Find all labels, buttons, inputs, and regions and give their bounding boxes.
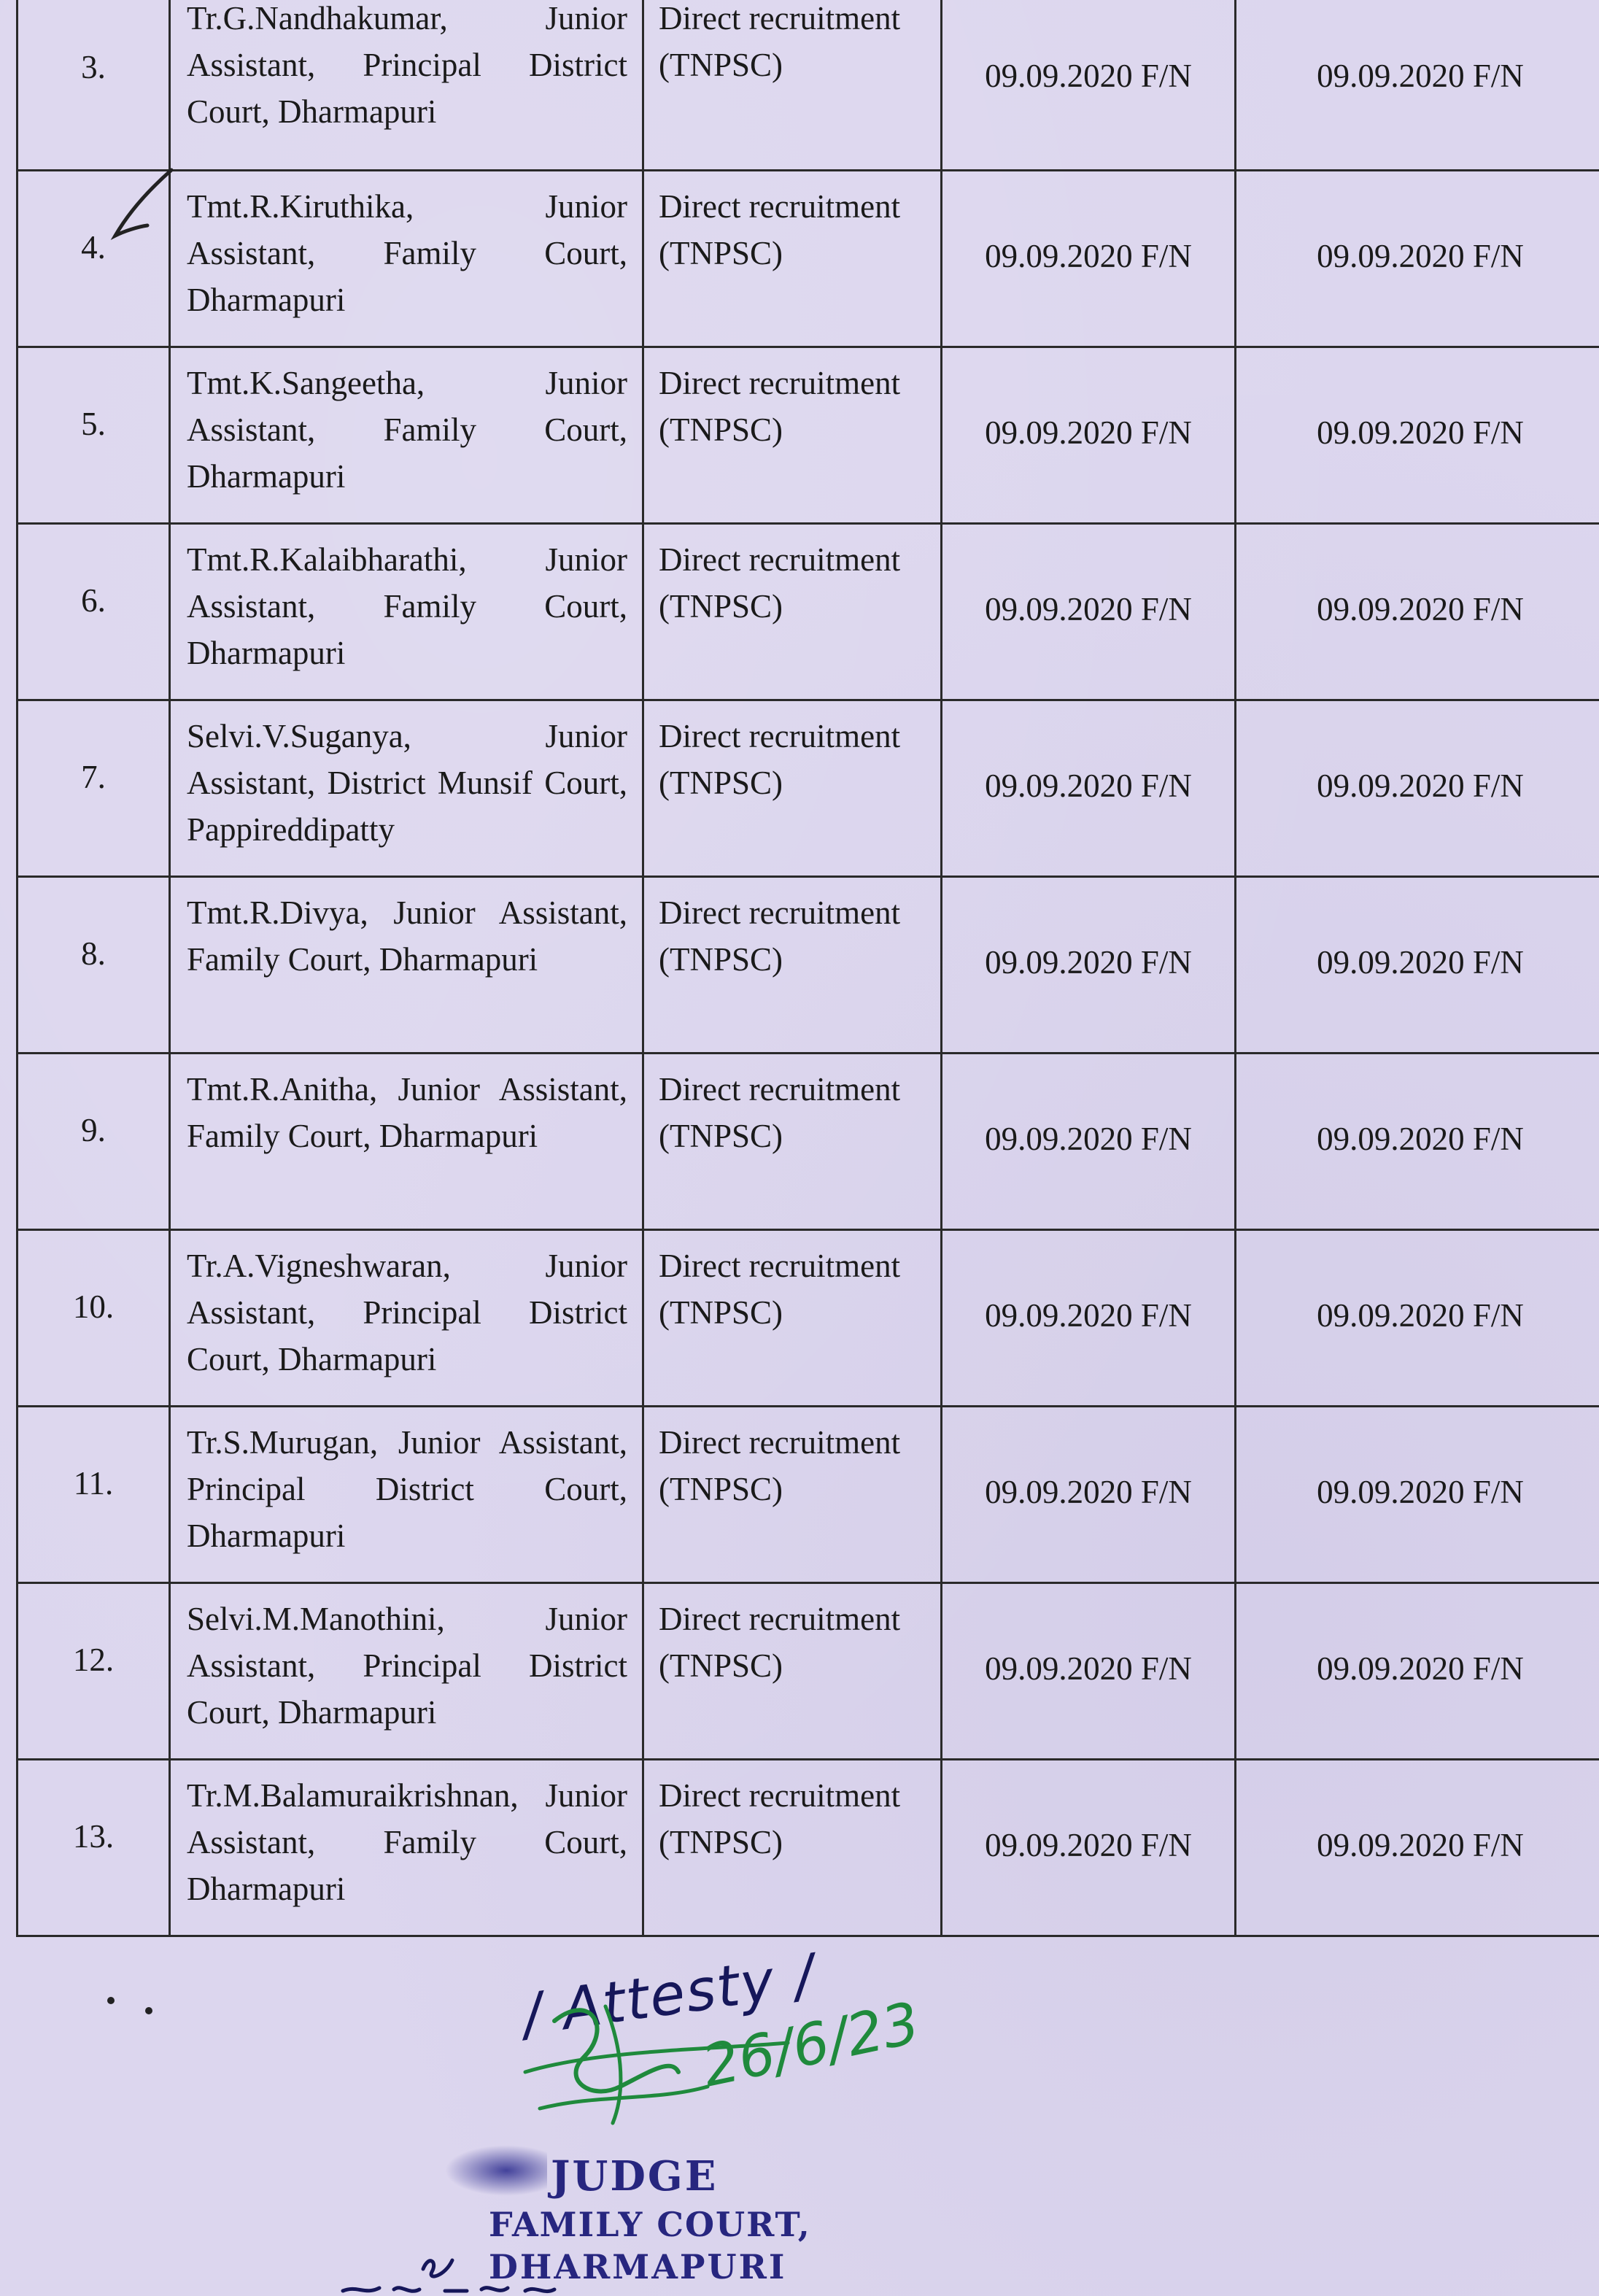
- recruitment-mode: Direct recruitment (TNPSC): [659, 188, 901, 271]
- probation-date-cell: [1236, 700, 1599, 877]
- probation-date: 09.09.2020 F/N: [1317, 1473, 1524, 1510]
- recruitment-mode-cell: [643, 1407, 942, 1583]
- joining-date-cell: [942, 700, 1236, 877]
- recruitment-mode-cell: [643, 1054, 942, 1230]
- employee-details: Selvi.V.Suganya, Junior Assistant, District Munsif Court, Pappireddipatty: [187, 718, 627, 848]
- probation-date: 09.09.2020 F/N: [1317, 1826, 1524, 1863]
- table-body: [18, 0, 1599, 1936]
- recruitment-mode-cell: [643, 1583, 942, 1760]
- probation-date-cell: [1236, 1230, 1599, 1407]
- joining-date-cell: [942, 1583, 1236, 1760]
- serial-number: 8.: [81, 935, 106, 972]
- stamp-place-line: DHARMAPURI: [489, 2247, 787, 2287]
- probation-date: 09.09.2020 F/N: [1317, 1296, 1524, 1334]
- serial-number: 9.: [81, 1111, 106, 1148]
- serial-number-cell: [18, 524, 170, 700]
- probation-date-cell: [1236, 347, 1599, 524]
- serial-number-cell: [18, 347, 170, 524]
- serial-number-cell: [18, 877, 170, 1054]
- employee-details: Tmt.K.Sangeetha, Junior Assistant, Family Court, Dharmapuri: [187, 365, 627, 495]
- recruitment-mode: Direct recruitment (TNPSC): [659, 0, 901, 83]
- joining-date-cell: [942, 1054, 1236, 1230]
- stamp-court-line: FAMILY COURT,: [489, 2205, 811, 2244]
- handwritten-initials-icon: [336, 2247, 584, 2296]
- joining-date: 09.09.2020 F/N: [985, 1120, 1192, 1157]
- joining-date-cell: [942, 171, 1236, 347]
- serial-number: 13.: [72, 1817, 115, 1855]
- recruitment-mode-cell: [643, 1760, 942, 1936]
- serial-number: 6.: [81, 581, 106, 619]
- joining-date: 09.09.2020 F/N: [985, 57, 1192, 94]
- table-row: [18, 524, 1599, 700]
- joining-date: 09.09.2020 F/N: [985, 1826, 1192, 1863]
- serial-number: 11.: [73, 1464, 114, 1501]
- serial-number-cell: [18, 1583, 170, 1760]
- recruitment-mode: Direct recruitment (TNPSC): [659, 1424, 901, 1507]
- probation-date-cell: [1236, 1760, 1599, 1936]
- table-row: [18, 0, 1599, 171]
- employee-details: Tmt.R.Anitha, Junior Assistant, Family Court, Dharmapuri: [187, 1071, 627, 1154]
- serial-number: 3.: [81, 48, 106, 85]
- serial-number-cell: [18, 1407, 170, 1583]
- probation-date: 09.09.2020 F/N: [1317, 237, 1524, 274]
- table-row: [18, 171, 1599, 347]
- signature-icon: [511, 1963, 1007, 2138]
- tick-mark-icon: [102, 164, 182, 244]
- recruitment-mode: Direct recruitment (TNPSC): [659, 1248, 901, 1331]
- probation-date: 09.09.2020 F/N: [1317, 590, 1524, 627]
- table-row: [18, 347, 1599, 524]
- joining-date: 09.09.2020 F/N: [985, 1473, 1192, 1510]
- recruitment-mode-cell: [643, 171, 942, 347]
- serial-number-cell: [18, 1230, 170, 1407]
- table-row: [18, 700, 1599, 877]
- joining-date-cell: [942, 347, 1236, 524]
- recruitment-mode: Direct recruitment (TNPSC): [659, 718, 901, 801]
- probation-date: 09.09.2020 F/N: [1317, 1120, 1524, 1157]
- employee-name-cell: [170, 1407, 643, 1583]
- employee-name-cell: [170, 347, 643, 524]
- serial-number-cell: [18, 1054, 170, 1230]
- employee-name-cell: [170, 0, 643, 171]
- serial-number: 5.: [81, 405, 106, 442]
- serial-number-cell: [18, 1760, 170, 1936]
- recruitment-mode: Direct recruitment (TNPSC): [659, 1071, 901, 1154]
- table-row: [18, 877, 1599, 1054]
- joining-date: 09.09.2020 F/N: [985, 1650, 1192, 1687]
- serial-number-cell: [18, 0, 170, 171]
- employee-details: Tr.S.Murugan, Junior Assistant, Principal District Court, Dharmapuri: [187, 1424, 627, 1554]
- probation-date-cell: [1236, 171, 1599, 347]
- probation-date: 09.09.2020 F/N: [1317, 57, 1524, 94]
- probation-date-cell: [1236, 1054, 1599, 1230]
- recruitment-mode-cell: [643, 347, 942, 524]
- recruitment-table: [16, 0, 1599, 1937]
- serial-number: 10.: [72, 1288, 115, 1325]
- stray-marks-icon: [102, 1992, 168, 2021]
- joining-date-cell: [942, 877, 1236, 1054]
- joining-date-cell: [942, 1760, 1236, 1936]
- stamp-judge-line: JUDGE: [551, 2152, 719, 2200]
- employee-details: Tr.A.Vigneshwaran, Junior Assistant, Principal District Court, Dharmapuri: [187, 1248, 627, 1377]
- serial-number: 7.: [81, 758, 106, 795]
- probation-date-cell: [1236, 1407, 1599, 1583]
- recruitment-mode-cell: [643, 524, 942, 700]
- table-row: [18, 1054, 1599, 1230]
- recruitment-mode: Direct recruitment (TNPSC): [659, 1777, 901, 1860]
- joining-date: 09.09.2020 F/N: [985, 237, 1192, 274]
- joining-date-cell: [942, 0, 1236, 171]
- recruitment-mode: Direct recruitment (TNPSC): [659, 541, 901, 625]
- joining-date-cell: [942, 1230, 1236, 1407]
- employee-name-cell: [170, 1583, 643, 1760]
- employee-name-cell: [170, 1054, 643, 1230]
- joining-date: 09.09.2020 F/N: [985, 590, 1192, 627]
- employee-details: Tr.M.Balamuraikrishnan, Junior Assistant, Family Court, Dharmapuri: [187, 1777, 627, 1907]
- table-row: [18, 1760, 1599, 1936]
- stamp-ink-blot: [445, 2145, 547, 2196]
- table-row: [18, 1583, 1599, 1760]
- recruitment-mode-cell: [643, 700, 942, 877]
- table-row: [18, 1407, 1599, 1583]
- probation-date: 09.09.2020 F/N: [1317, 1650, 1524, 1687]
- recruitment-mode-cell: [643, 877, 942, 1054]
- joining-date-cell: [942, 524, 1236, 700]
- employee-name-cell: [170, 1760, 643, 1936]
- employee-name-cell: [170, 1230, 643, 1407]
- probation-date-cell: [1236, 524, 1599, 700]
- serial-number: 4.: [81, 228, 106, 266]
- probation-date-cell: [1236, 877, 1599, 1054]
- employee-details: Selvi.M.Manothini, Junior Assistant, Principal District Court, Dharmapuri: [187, 1601, 627, 1731]
- recruitment-mode-cell: [643, 0, 942, 171]
- recruitment-mode: Direct recruitment (TNPSC): [659, 894, 901, 978]
- probation-date: 09.09.2020 F/N: [1317, 943, 1524, 981]
- employee-details: Tmt.R.Kalaibharathi, Junior Assistant, Family Court, Dharmapuri: [187, 541, 627, 671]
- joining-date-cell: [942, 1407, 1236, 1583]
- recruitment-mode: Direct recruitment (TNPSC): [659, 1601, 901, 1684]
- employee-name-cell: [170, 877, 643, 1054]
- employee-name-cell: [170, 700, 643, 877]
- joining-date: 09.09.2020 F/N: [985, 1296, 1192, 1334]
- serial-number: 12.: [72, 1641, 115, 1678]
- recruitment-mode: Direct recruitment (TNPSC): [659, 365, 901, 448]
- probation-date: 09.09.2020 F/N: [1317, 414, 1524, 451]
- table-row: [18, 1230, 1599, 1407]
- recruitment-mode-cell: [643, 1230, 942, 1407]
- probation-date: 09.09.2020 F/N: [1317, 767, 1524, 804]
- attestation-label: / Attesty /: [518, 1942, 820, 2049]
- employee-name-cell: [170, 524, 643, 700]
- probation-date-cell: [1236, 0, 1599, 171]
- employee-details: Tmt.R.Divya, Junior Assistant, Family Court, Dharmapuri: [187, 894, 627, 978]
- employee-details: Tmt.R.Kiruthika, Junior Assistant, Family Court, Dharmapuri: [187, 188, 627, 318]
- employee-details: Tr.G.Nandhakumar, Junior Assistant, Principal District Court, Dharmapuri: [187, 0, 627, 130]
- signature-date: 26/6/23: [697, 1990, 926, 2100]
- joining-date: 09.09.2020 F/N: [985, 767, 1192, 804]
- joining-date: 09.09.2020 F/N: [985, 943, 1192, 981]
- serial-number-cell: [18, 700, 170, 877]
- probation-date-cell: [1236, 1583, 1599, 1760]
- employee-name-cell: [170, 171, 643, 347]
- joining-date: 09.09.2020 F/N: [985, 414, 1192, 451]
